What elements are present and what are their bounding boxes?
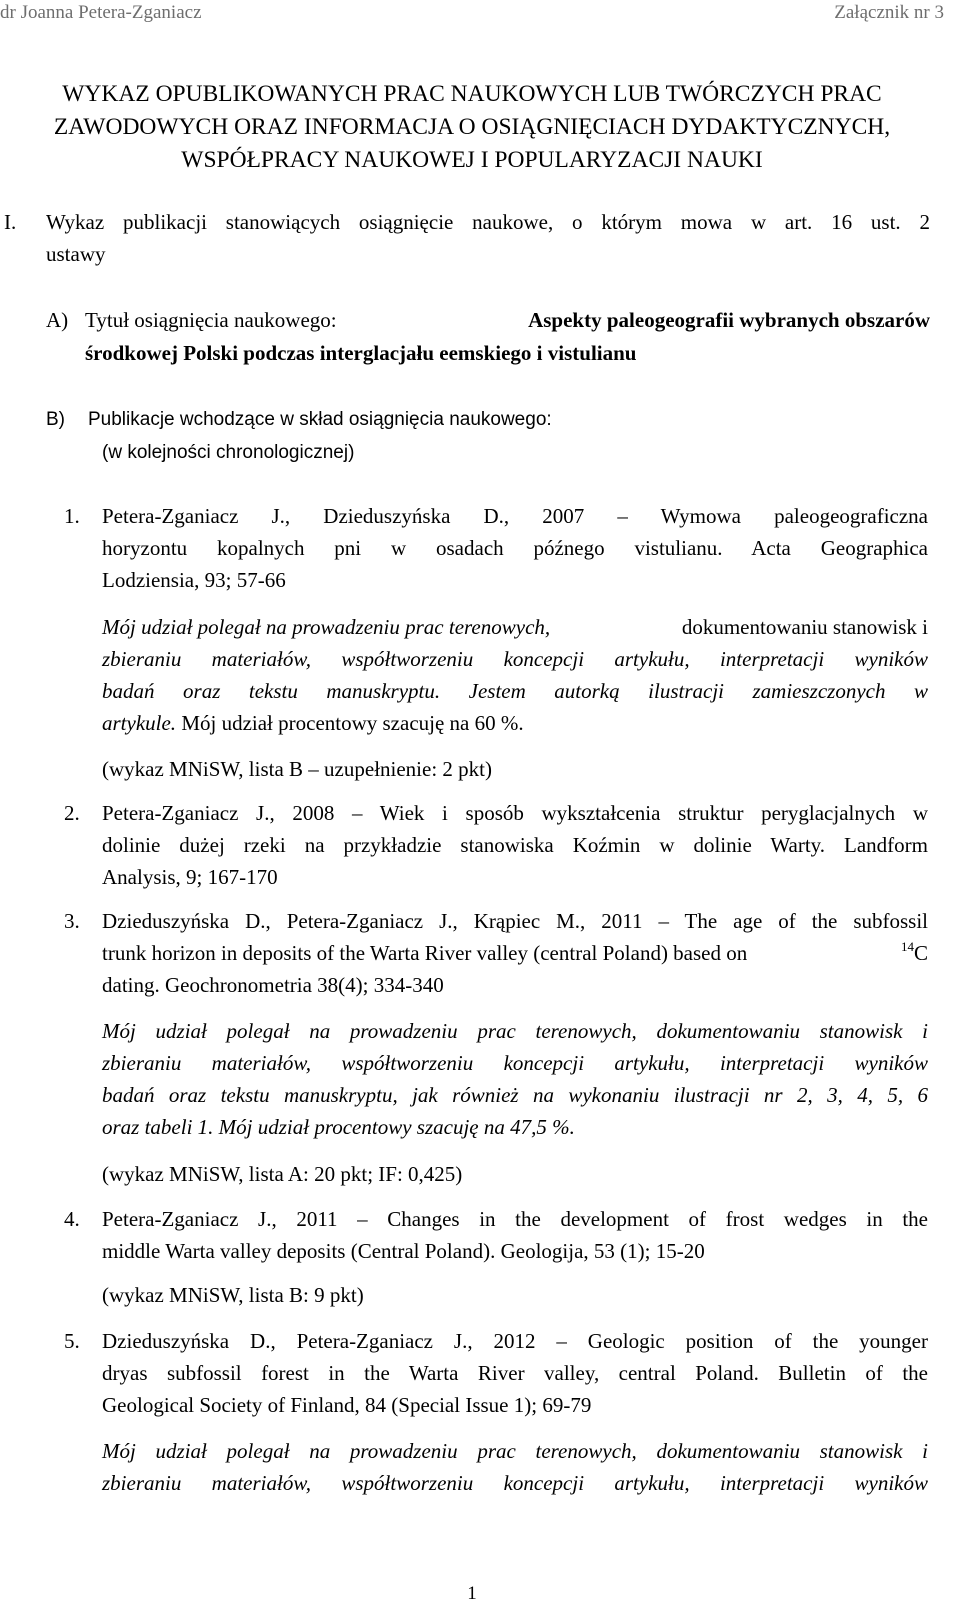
section-a-label: A) (46, 308, 69, 332)
publication-4-ranking: (wykaz MNiSW, lista B: 9 pkt) (102, 1283, 364, 1307)
publication-1-contribution-line-2: zbieraniu materiałów, współtworzeniu koncepcji artykułu, interpretacji wyników (102, 647, 928, 671)
publication-4-line-1: Petera-Zganiacz J., 2011 – Changes in the development of frost wedges in the (102, 1207, 928, 1231)
section-b-label: B) (46, 409, 65, 430)
document-title-line-1: WYKAZ OPUBLIKOWANYCH PRAC NAUKOWYCH LUB TWÓRCZYCH PRAC (62, 81, 882, 107)
section-a-title-line-1: Aspekty paleogeografii wybranych obszarów (528, 308, 930, 332)
publication-3-contribution-line-1: Mój udział polegał na prowadzeniu prac terenowych, dokumentowaniu stanowisk i (102, 1019, 928, 1043)
section-b-line-1: Publikacje wchodzące w skład osiągnięcia naukowego: (88, 409, 552, 430)
publication-3-line-3: dating. Geochronometria 38(4); 334-340 (102, 973, 444, 997)
publication-5-contribution-line-2: zbieraniu materiałów, współtworzeniu koncepcji artykułu, interpretacji wyników (102, 1471, 928, 1495)
publication-1-line-1: Petera-Zganiacz J., Dzieduszyńska D., 2007 – Wymowa paleogeograficzna (102, 504, 928, 528)
section-i-line-1: Wykaz publikacji stanowiących osiągnięcie naukowe, o którym mowa w art. 16 ust. 2 (46, 210, 930, 234)
publication-5-line-3: Geological Society of Finland, 84 (Special Issue 1); 69-79 (102, 1393, 592, 1417)
publication-3-superscript: 14 (900, 939, 914, 954)
publication-1-line-2: horyzontu kopalnych pni w osadach późnego vistulianu. Acta Geographica (102, 536, 928, 560)
publication-5-line-2: dryas subfossil forest in the Warta River valley, central Poland. Bulletin of the (102, 1361, 928, 1385)
document-title-line-2: ZAWODOWYCH ORAZ INFORMACJA O OSIĄGNIĘCIACH DYDAKTYCZNYCH, (53, 114, 891, 140)
section-b-line-2: (w kolejności chronologicznej) (102, 442, 355, 463)
document-title-line-3: WSPÓŁPRACY NAUKOWEJ I POPULARYZACJI NAUKI (181, 147, 763, 173)
publication-1-contribution-line-4-rest: Mój udział procentowy szacuję na 60 %. (181, 711, 524, 735)
publication-1-contribution-line-1-rest: dokumentowaniu stanowisk i (681, 615, 928, 639)
publication-4-line-2: middle Warta valley deposits (Central Poland). Geologija, 53 (1); 15-20 (102, 1239, 705, 1263)
section-a-line-1 (85, 304, 930, 336)
section-i-number: I. (4, 210, 17, 234)
publication-5-number: 5. (64, 1329, 80, 1353)
section-a-prefix: Tytuł osiągnięcia naukowego: (85, 308, 337, 332)
publication-3-contribution-line-4: oraz tabeli 1. Mój udział procentowy szacuję na 47,5 %. (102, 1115, 575, 1139)
publication-3-ranking: (wykaz MNiSW, lista A: 20 pkt; IF: 0,425) (102, 1162, 463, 1186)
section-a-title-line-2: środkowej Polski podczas interglacjału eemskiego i vistulianu (85, 341, 637, 365)
publication-3-line-1: Dzieduszyńska D., Petera-Zganiacz J., Krąpiec M., 2011 – The age of the subfossil (102, 909, 928, 933)
publication-3-number: 3. (64, 909, 80, 933)
header-author: dr Joanna Petera-Zganiacz (0, 2, 202, 23)
publication-3-carbon: C (913, 941, 928, 965)
publication-1-ranking: (wykaz MNiSW, lista B – uzupełnienie: 2 pkt) (102, 757, 492, 781)
page-number: 1 (467, 1583, 477, 1604)
publication-3-line-2 (102, 937, 928, 972)
publication-1-line-3: Lodziensia, 93; 57-66 (102, 568, 286, 592)
publication-2-line-3: Analysis, 9; 167-170 (102, 865, 278, 889)
publication-4-number: 4. (64, 1207, 80, 1231)
publication-1-number: 1. (64, 504, 80, 528)
publication-2-number: 2. (64, 801, 80, 825)
publication-1-contribution-line-4-italic: artykule. (102, 711, 177, 735)
publication-2-line-2: dolinie dużej rzeki na przykładzie stanowiska Koźmin w dolinie Warty. Landform (102, 833, 928, 857)
section-i-line-2: ustawy (46, 242, 106, 266)
publication-3-contribution-line-3: badań oraz tekstu manuskryptu, jak również na wykonaniu ilustracji nr 2, 3, 4, 5, 6 (102, 1083, 928, 1107)
publication-3-contribution-line-2: zbieraniu materiałów, współtworzeniu koncepcji artykułu, interpretacji wyników (102, 1051, 928, 1075)
publication-1-contribution-line-3: badań oraz tekstu manuskryptu. Jestem autorką ilustracji zamieszczonych w (102, 679, 928, 703)
publication-1-contribution-line-1 (102, 611, 928, 643)
publication-2-line-1: Petera-Zganiacz J., 2008 – Wiek i sposób wykształcenia struktur peryglacjalnych w (102, 801, 928, 825)
publication-1-contribution-line-1-italic: Mój udział polegał na prowadzeniu prac terenowych, (102, 615, 551, 639)
publication-5-line-1: Dzieduszyńska D., Petera-Zganiacz J., 2012 – Geologic position of the younger (102, 1329, 928, 1353)
publication-1-contribution-line-4 (102, 707, 524, 739)
publication-3-radiocarbon (901, 937, 928, 972)
publication-3-line-2-text: trunk horizon in deposits of the Warta River valley (central Poland) based on (102, 941, 748, 965)
publication-5-contribution-line-1: Mój udział polegał na prowadzeniu prac terenowych, dokumentowaniu stanowisk i (102, 1439, 928, 1463)
header-annex: Załącznik nr 3 (834, 2, 944, 23)
